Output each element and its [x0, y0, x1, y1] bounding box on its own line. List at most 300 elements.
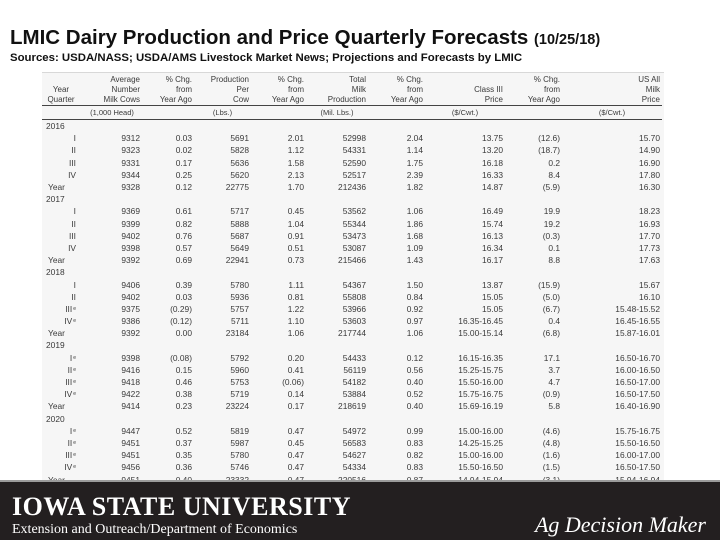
table-cell: 16.33 [482, 169, 503, 180]
table-cell: (12.6) [538, 133, 560, 144]
table-cell: 0.15 [175, 364, 192, 375]
table-cell: (4.6) [542, 425, 560, 436]
table-cell: 15.87-16.01 [615, 328, 660, 339]
table-cell: 0.14 [287, 389, 304, 400]
table-cell: 56583 [342, 437, 366, 448]
table-cell: 9399 [121, 218, 140, 229]
table-cell: 1.06 [287, 328, 304, 339]
table-cell: 9392 [121, 328, 140, 339]
table-cell: 0.2 [548, 157, 560, 168]
year-label: 2020 [46, 413, 65, 424]
table-cell: 0.73 [287, 255, 304, 266]
table-row [42, 132, 662, 144]
table-cell: 1.75 [406, 157, 423, 168]
table-cell: 5691 [230, 133, 249, 144]
table-cell: 5780 [230, 279, 249, 290]
period-text: I [69, 352, 73, 363]
table-cell: 16.40-16.90 [615, 401, 660, 412]
table-cell: 15.00-15.14 [458, 328, 503, 339]
table-cell: 16.50-17.50 [615, 462, 660, 473]
table-cell: 0.12 [406, 352, 423, 363]
column-header [505, 75, 562, 106]
table-cell: 0.40 [406, 401, 423, 412]
table-cell: 5649 [230, 242, 249, 253]
table-cell: 54433 [342, 352, 366, 363]
table-cell: 13.75 [482, 133, 503, 144]
period-text: III [65, 377, 73, 388]
table-row [42, 169, 662, 181]
unit-cell: (1,000 Head) [82, 106, 142, 120]
table-cell: 16.34 [482, 242, 503, 253]
period-label [42, 315, 82, 327]
table-cell: 54367 [342, 279, 366, 290]
table-cell: 9398 [121, 242, 140, 253]
table-cell: 4.7 [548, 377, 560, 388]
table-cell: 212436 [338, 182, 366, 193]
table-cell: 54334 [342, 462, 366, 473]
table-cell: 2.01 [287, 133, 304, 144]
table-cell: 52517 [342, 169, 366, 180]
table-cell: 17.80 [639, 169, 660, 180]
table-cell: 0.25 [175, 169, 192, 180]
title-date: (10/25/18) [534, 32, 601, 48]
period-text: III [65, 450, 73, 461]
table-cell: 9392 [121, 255, 140, 266]
table-cell: 9447 [121, 425, 140, 436]
table-cell: 0.91 [287, 230, 304, 241]
table-cell: 16.50-16.70 [615, 352, 660, 363]
table-cell: 0.52 [175, 425, 192, 436]
column-header-line: Year [52, 85, 70, 94]
column-header-line: Quarter [47, 95, 75, 104]
table-cell: 15.48-15.52 [615, 303, 660, 314]
column-header-line: Milk [645, 85, 660, 94]
table-cell: (0.9) [542, 389, 560, 400]
table-cell: 0.00 [175, 328, 192, 339]
column-header [142, 75, 194, 106]
table-cell: 1.12 [287, 145, 304, 156]
column-header [368, 75, 425, 106]
column-header-line: Number [111, 85, 140, 94]
table-cell: 0.51 [287, 242, 304, 253]
table-cell: 2.04 [406, 133, 423, 144]
table-cell: 16.30 [639, 182, 660, 193]
table-cell: 0.83 [406, 462, 423, 473]
table-cell: 9386 [121, 316, 140, 327]
table-cell: 14.90 [639, 145, 660, 156]
table-cell: 2.13 [287, 169, 304, 180]
column-header-line: Year Ago [271, 95, 304, 104]
column-header [562, 75, 662, 106]
period-label [42, 205, 82, 217]
table-cell: 9416 [121, 364, 140, 375]
period-label [42, 461, 82, 473]
table-cell: (6.8) [542, 328, 560, 339]
table-cell: 15.74 [482, 218, 503, 229]
table-cell: 18.23 [639, 206, 660, 217]
table-cell: 19.2 [543, 218, 560, 229]
table-cell: 17.1 [543, 352, 560, 363]
units-row [42, 106, 662, 120]
table-cell: 9402 [121, 230, 140, 241]
column-header-line: Milk [351, 85, 366, 94]
table-cell: (1.6) [542, 450, 560, 461]
period-label [42, 449, 82, 461]
column-header-line: Class III [474, 85, 503, 94]
table-cell: 23184 [225, 328, 249, 339]
table-cell: 5753 [230, 377, 249, 388]
table-cell: 1.43 [406, 255, 423, 266]
table-cell: 0.41 [287, 364, 304, 375]
table-cell: 0.40 [406, 377, 423, 388]
table-cell: 1.86 [406, 218, 423, 229]
period-text: III [69, 157, 76, 168]
period-text: IV [64, 462, 73, 473]
table-cell: 16.17 [482, 255, 503, 266]
period-text: II [71, 291, 76, 302]
table-cell: 5757 [230, 303, 249, 314]
table-row [42, 327, 662, 339]
period-label [42, 157, 82, 169]
column-header [251, 75, 306, 106]
period-text: II [71, 145, 76, 156]
table-row [42, 278, 662, 290]
table-cell: 5960 [230, 364, 249, 375]
table-cell: 54331 [342, 145, 366, 156]
column-header-line: US All [638, 75, 660, 84]
university-logo-text: IOWA STATE UNIVERSITY [12, 492, 351, 521]
table-cell: 9406 [121, 279, 140, 290]
estimate-marker: e [73, 427, 76, 434]
table-row [42, 449, 662, 461]
table-cell: 1.06 [406, 328, 423, 339]
column-header-line: Milk Cows [103, 95, 140, 104]
period-text: Year [48, 182, 65, 193]
table-cell: 0.99 [406, 425, 423, 436]
table-cell: 5717 [230, 206, 249, 217]
table-cell: 5987 [230, 437, 249, 448]
table-cell: 0.38 [175, 389, 192, 400]
table-cell: 53603 [342, 316, 366, 327]
table-row [42, 242, 662, 254]
period-label [42, 303, 82, 315]
table-row [42, 181, 662, 193]
table-cell: 5711 [230, 316, 249, 327]
period-text: IV [68, 242, 76, 253]
period-text: II [71, 218, 76, 229]
period-label [42, 425, 82, 437]
table-cell: 9422 [121, 389, 140, 400]
table-cell: 16.93 [639, 218, 660, 229]
table-cell: 0.03 [175, 133, 192, 144]
table-cell: (4.8) [542, 437, 560, 448]
period-label [42, 278, 82, 290]
table-cell: 15.05 [482, 291, 503, 302]
table-header [42, 75, 662, 120]
table-cell: 54627 [342, 450, 366, 461]
table-row [42, 303, 662, 315]
column-header-line: Production [327, 95, 366, 104]
table-cell: 5620 [230, 169, 249, 180]
table-row [42, 254, 662, 266]
column-header-line: % Chg. [277, 75, 304, 84]
estimate-marker: e [73, 391, 76, 398]
column-header-line: Year Ago [527, 95, 560, 104]
column-header-line: Production [210, 75, 249, 84]
table-cell: 53562 [342, 206, 366, 217]
period-label [42, 169, 82, 181]
table-cell: 0.92 [406, 303, 423, 314]
column-header-line: from [407, 85, 423, 94]
table-cell: 5792 [230, 352, 249, 363]
estimate-marker: e [73, 464, 76, 471]
table-cell: 14.87 [482, 182, 503, 193]
table-cell: (1.5) [542, 462, 560, 473]
table-cell: 15.50-16.50 [458, 462, 503, 473]
table-cell: 15.70 [639, 133, 660, 144]
table-cell: 0.47 [287, 425, 304, 436]
table-cell: 0.97 [406, 316, 423, 327]
table-row [42, 315, 662, 327]
table-cell: 16.90 [639, 157, 660, 168]
table-row [42, 144, 662, 156]
column-header [194, 75, 251, 106]
table-cell: 55344 [342, 218, 366, 229]
table-cell: 0.81 [287, 291, 304, 302]
table-cell: (5.9) [542, 182, 560, 193]
column-header [306, 75, 368, 106]
unit-cell: ($/Cwt.) [425, 106, 505, 120]
year-header-row [42, 339, 662, 351]
table-row [42, 205, 662, 217]
period-label [42, 388, 82, 400]
table-cell: 1.82 [406, 182, 423, 193]
table-cell: 0.39 [175, 279, 192, 290]
column-header-line: Year Ago [390, 95, 423, 104]
column-header-line: % Chg. [396, 75, 423, 84]
table-cell: 1.10 [287, 316, 304, 327]
table-row [42, 218, 662, 230]
table-cell: 16.00-16.50 [615, 364, 660, 375]
table-cell: 15.25-15.75 [458, 364, 503, 375]
table-cell: (6.7) [542, 303, 560, 314]
table-cell: 54972 [342, 425, 366, 436]
table-cell: 5936 [230, 291, 249, 302]
table-cell: 9451 [121, 450, 140, 461]
period-label [42, 352, 82, 364]
column-header-line: Year Ago [159, 95, 192, 104]
table-cell: 1.09 [406, 242, 423, 253]
table-cell: 8.4 [548, 169, 560, 180]
table-cell: 1.70 [287, 182, 304, 193]
table-cell: 0.03 [175, 291, 192, 302]
forecast-table [42, 75, 662, 486]
table-cell: 9398 [121, 352, 140, 363]
table-cell: (0.3) [542, 230, 560, 241]
table-row [42, 291, 662, 303]
table-body [42, 120, 662, 486]
period-label [42, 242, 82, 254]
unit-cell [368, 106, 425, 120]
table-cell: 15.67 [639, 279, 660, 290]
column-header-line: Cow [232, 95, 249, 104]
period-label [42, 254, 82, 266]
table-cell: 15.50-16.00 [458, 377, 503, 388]
table-row [42, 364, 662, 376]
table-cell: 1.22 [287, 303, 304, 314]
period-text: II [67, 437, 73, 448]
period-text: I [73, 133, 76, 144]
table-cell: 16.00-17.00 [615, 450, 660, 461]
table-row [42, 352, 662, 364]
table-cell: (18.7) [538, 145, 560, 156]
table-cell: 55808 [342, 291, 366, 302]
table-cell: 0.20 [287, 352, 304, 363]
table-cell: 16.15-16.35 [458, 352, 503, 363]
table-cell: 14.25-15.25 [458, 437, 503, 448]
unit-cell: (Mil. Lbs.) [306, 106, 368, 120]
table-cell: 0.45 [287, 437, 304, 448]
table-cell: 1.11 [288, 279, 304, 290]
table-cell: 0.84 [406, 291, 423, 302]
table-cell: (0.06) [282, 377, 304, 388]
table-cell: 0.35 [175, 450, 192, 461]
table-cell: 0.12 [175, 182, 192, 193]
table-cell: 9323 [121, 145, 140, 156]
period-label [42, 230, 82, 242]
table-cell: 0.1 [548, 242, 560, 253]
column-header-line: Total [349, 75, 366, 84]
period-label [42, 400, 82, 412]
estimate-marker: e [73, 439, 76, 446]
year-header-row [42, 266, 662, 278]
year-header-row [42, 413, 662, 425]
table-cell: 9451 [121, 437, 140, 448]
table-cell: 13.20 [482, 145, 503, 156]
table-cell: (0.29) [170, 303, 192, 314]
table-cell: 16.49 [482, 206, 503, 217]
table-cell: 52590 [342, 157, 366, 168]
unit-cell [42, 106, 82, 120]
period-text: Year [48, 328, 65, 339]
period-label [42, 364, 82, 376]
column-header-line: from [176, 85, 192, 94]
year-label: 2016 [46, 121, 65, 132]
unit-cell [142, 106, 194, 120]
table-cell: 23224 [225, 401, 249, 412]
table-row [42, 157, 662, 169]
estimate-marker: e [73, 305, 76, 312]
table-cell: 15.00-16.00 [458, 425, 503, 436]
table-cell: 5746 [230, 462, 249, 473]
table-cell: 15.69-16.19 [458, 401, 503, 412]
period-text: IV [64, 389, 73, 400]
table-cell: 0.82 [406, 450, 423, 461]
table-row [42, 461, 662, 473]
table-cell: 16.10 [639, 291, 660, 302]
unit-cell [251, 106, 306, 120]
table-cell: 0.36 [175, 462, 192, 473]
column-header-line: from [288, 85, 304, 94]
table-cell: 0.52 [406, 389, 423, 400]
table-cell: 0.4 [548, 316, 560, 327]
year-header-row [42, 120, 662, 133]
period-text: I [69, 425, 73, 436]
table-cell: 3.7 [548, 364, 560, 375]
table-cell: 0.57 [175, 242, 192, 253]
table-cell: 16.50-17.50 [615, 389, 660, 400]
table-row [42, 437, 662, 449]
table-cell: 1.50 [406, 279, 423, 290]
table-cell: 1.68 [406, 230, 423, 241]
table-cell: (15.9) [538, 279, 560, 290]
page-title [10, 26, 600, 50]
column-header-line: % Chg. [165, 75, 192, 84]
table-cell: 5828 [230, 145, 249, 156]
table-cell: 2.39 [406, 169, 423, 180]
column-header-line: % Chg. [533, 75, 560, 84]
table-cell: 9375 [121, 303, 140, 314]
table-cell: 0.45 [287, 206, 304, 217]
table-cell: 16.18 [482, 157, 503, 168]
table-cell: 17.73 [639, 242, 660, 253]
title-text: LMIC Dairy Production and Price Quarterly Forecasts [10, 26, 529, 49]
estimate-marker: e [73, 452, 76, 459]
unit-cell: (Lbs.) [194, 106, 251, 120]
table-cell: (5.0) [542, 291, 560, 302]
period-label [42, 437, 82, 449]
period-text: I [73, 206, 76, 217]
estimate-marker: e [73, 366, 76, 373]
table-cell: 16.50-17.00 [615, 377, 660, 388]
table-cell: 0.47 [287, 450, 304, 461]
table-cell: 0.17 [287, 401, 304, 412]
table-cell: 9414 [121, 401, 140, 412]
ag-decision-maker-brand: Ag Decision Maker [534, 512, 706, 537]
table-cell: 0.76 [175, 230, 192, 241]
table-cell: 9331 [121, 157, 140, 168]
column-header-line: Price [641, 95, 660, 104]
column-header [425, 75, 505, 106]
table-cell: 0.82 [175, 218, 192, 229]
unit-cell [505, 106, 562, 120]
table-cell: 0.46 [175, 377, 192, 388]
table-cell: 53087 [342, 242, 366, 253]
table-cell: 217744 [338, 328, 366, 339]
table-cell: 1.58 [287, 157, 304, 168]
column-header-row [42, 75, 662, 106]
column-header-line: Average [110, 75, 140, 84]
column-header-line: Per [236, 85, 249, 94]
table-cell: 5.8 [548, 401, 560, 412]
period-label [42, 327, 82, 339]
table-cell: 9418 [121, 377, 140, 388]
table-cell: 15.75-16.75 [458, 389, 503, 400]
table-cell: (0.08) [170, 352, 192, 363]
table-cell: 0.37 [175, 437, 192, 448]
period-text: IV [64, 316, 73, 327]
table-cell: 54182 [342, 377, 366, 388]
table-cell: 13.87 [482, 279, 503, 290]
estimate-marker: e [73, 379, 76, 386]
table-cell: 16.13 [482, 230, 503, 241]
table-cell: 1.06 [406, 206, 423, 217]
period-label [42, 181, 82, 193]
period-label [42, 376, 82, 388]
table-cell: 215466 [338, 255, 366, 266]
table-row [42, 400, 662, 412]
table-cell: 17.70 [639, 230, 660, 241]
